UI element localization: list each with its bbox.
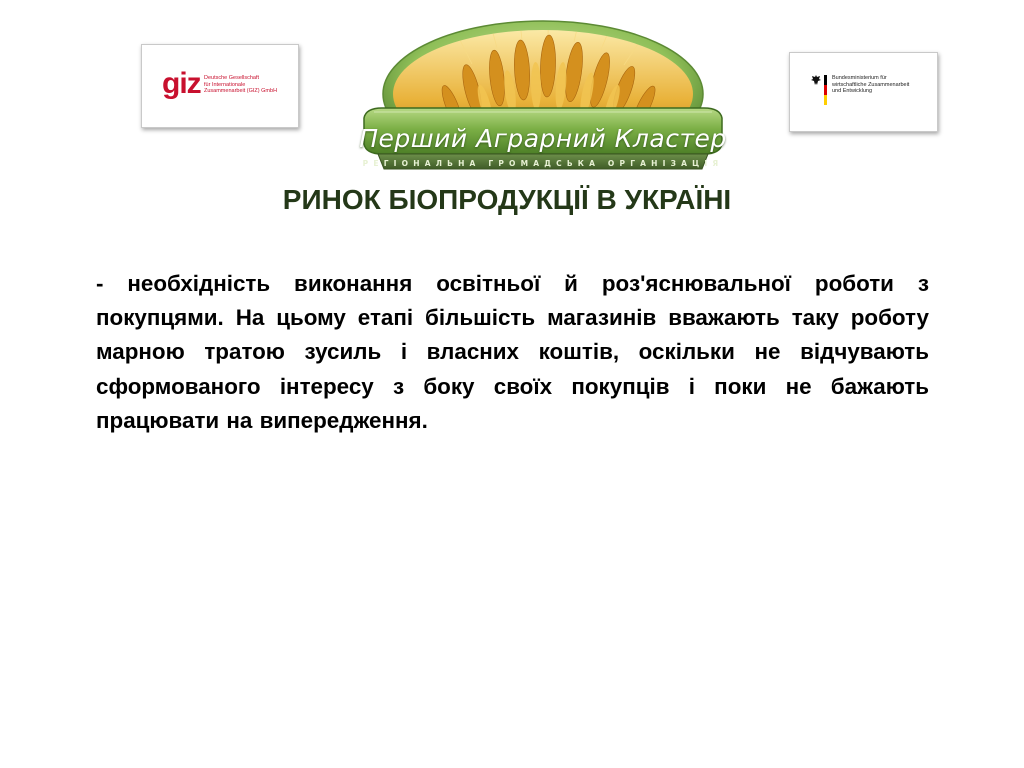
bmz-logo-line: Bundesministerium für [832,75,887,81]
body-paragraph: - необхідність виконання освітньої й роз'яснювальної роботи з покупцями. На цьому етапі більшість магазинів вважають таку роботу марною тратою зусиль і власних коштів, оскільки не відчувають сформованого інтересу з боку своїх покупців і поки не бажають працювати на випередження. [96,271,929,433]
giz-logo-line: Deutsche Gesellschaft [204,75,260,81]
cluster-subtitle: РЕГІОНАЛЬНА ГРОМАДСЬКА ОРГАНІЗАЦІЯ [362,159,724,168]
giz-logo-line: für Internationale [204,81,246,88]
bmz-logo [789,52,938,132]
cluster-logo [352,20,734,180]
slide-title: РИНОК БІОПРОДУКЦІЇ В УКРАЇНІ [282,184,732,215]
giz-logo-text [204,75,294,95]
bmz-logo-line: und Entwicklung [832,88,873,94]
bmz-logo-text [832,75,932,95]
wheat-field-emblem [352,20,734,180]
giz-logo-line: Zusammenarbeit (GIZ) GmbH [204,88,278,94]
german-flag-stripe [824,75,827,105]
giz-logo-mark: giz [162,67,201,100]
federal-eagle-icon [810,74,822,86]
cluster-name: Перший Аграрний Кластер [359,124,727,153]
bmz-logo-line: wirtschaftliche Zusammenarbeit [832,81,910,88]
giz-logo [141,44,299,128]
